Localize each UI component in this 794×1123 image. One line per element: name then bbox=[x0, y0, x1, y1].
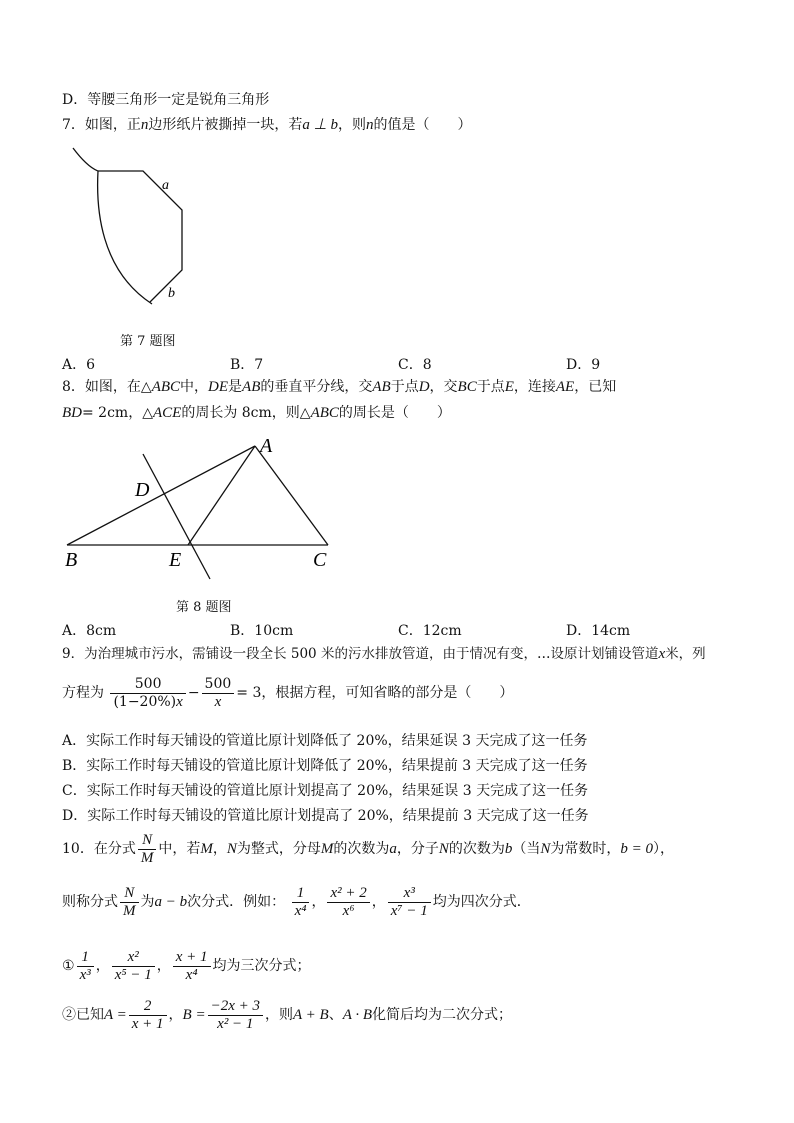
q7-polygon-edges bbox=[98, 171, 182, 302]
q8-option-a: A．8cm bbox=[62, 623, 117, 639]
q7-stem: 7．如图，正n边形纸片被撕掉一块，若a ⊥ b，则n的值是（ ） bbox=[62, 117, 472, 133]
q8-label-a: A bbox=[260, 435, 273, 457]
q7-option-a: A．6 bbox=[62, 357, 96, 373]
q8-label-e: E bbox=[169, 549, 182, 571]
q8-segment-ac bbox=[255, 446, 328, 545]
q8-segment-ae bbox=[188, 446, 255, 545]
q9-option-b: B．实际工作时每天铺设的管道比原计划降低了 20%，结果提前 3 天完成了这一任务 bbox=[62, 758, 588, 774]
q7-caption: 第 7 题图 bbox=[120, 334, 176, 349]
q9-stem-line1: 9．为治理城市污水，需铺设一段全长 500 米的污水排放管道，由于情况有变，…设原计划铺设管道x米，列 bbox=[62, 646, 706, 662]
q8-option-b: B．10cm bbox=[230, 623, 294, 639]
q10-statement-1: ① $\frac{1}{\text{x³}}$ ， $\frac{\text{x²}}{\text{x⁵ − 1}}$ ， $\frac{x + 1}{\text{x⁴}}$ 均为三次分式； bbox=[62, 948, 311, 983]
q9-equation-line: 方程为 $\frac{500}{(1-20\%)x}$ − $\frac{500}{x}$ = 3，根据方程，可知省略的部分是（ ） bbox=[62, 675, 514, 710]
q8-figure bbox=[55, 432, 345, 582]
q10-stem-line2: 则称分式 $\frac{N}{M}$ 为a − b次分式．例如： $\frac{1}{\text{x⁴}}$ ， $\frac{\text{x² + 2}}{\text{x⁶}}$ ， $\frac{\text{x³}}{\text{x⁷ − 1}}$ 均为四次分式． bbox=[62, 884, 531, 919]
q10-s1-fraction-2: $\frac{\text{x²}}{\text{x⁵ − 1}}$ bbox=[112, 949, 155, 984]
q10-fraction-nm-2: $\frac{N}{M}$ bbox=[120, 885, 139, 920]
q8-label-c: C bbox=[313, 549, 327, 571]
q10-example-2: $\frac{\text{x² + 2}}{\text{x⁶}}$ bbox=[327, 885, 369, 920]
q9-option-a: A．实际工作时每天铺设的管道比原计划降低了 20%，结果延误 3 天完成了这一任务 bbox=[62, 733, 588, 749]
q9-option-d: D．实际工作时每天铺设的管道比原计划提高了 20%，结果提前 3 天完成了这一任务 bbox=[62, 808, 589, 824]
q9-option-c: C．实际工作时每天铺设的管道比原计划提高了 20%，结果延误 3 天完成了这一任务 bbox=[62, 783, 589, 799]
q10-example-1: $\frac{1}{\text{x⁴}}$ bbox=[292, 885, 310, 920]
q8-option-d: D．14cm bbox=[566, 623, 631, 639]
q8-segment-ab bbox=[67, 446, 255, 545]
q10-stem-line1: 10．在分式 $\frac{N}{M}$ 中，若M，N为整式，分母M的次数为a，分子N的次数为b（当N为常数时，b = 0）， bbox=[62, 831, 674, 866]
q7-label-a: a bbox=[162, 178, 169, 193]
q8-stem-line1: 8．如图，在△ABC中，DE是AB的垂直平分线，交AB于点D，交BC于点E，连接AE，已知 bbox=[62, 379, 617, 395]
q9-fraction-1: $\frac{500}{(1-20\%)x}$ bbox=[110, 676, 185, 711]
q8-caption: 第 8 题图 bbox=[176, 600, 232, 615]
q8-label-d: D bbox=[135, 479, 150, 501]
q6-option-d: D．等腰三角形一定是锐角三角形 bbox=[62, 92, 270, 108]
q10-s1-fraction-1: $\frac{1}{\text{x³}}$ bbox=[77, 949, 94, 984]
q10-example-3: $\frac{\text{x³}}{\text{x⁷ − 1}}$ bbox=[388, 885, 431, 920]
q7-option-b: B．7 bbox=[230, 357, 264, 373]
q7-label-b: b bbox=[168, 286, 175, 301]
q9-fraction-2: $\frac{500}{x}$ bbox=[202, 676, 235, 711]
q10-fraction-nm: $\frac{N}{M}$ bbox=[138, 832, 157, 867]
q8-stem-line2: BD= 2cm，△ACE的周长为 8cm，则△ABC的周长是（ ） bbox=[62, 405, 451, 421]
q7-option-d: D．9 bbox=[566, 357, 601, 373]
q7-option-c: C．8 bbox=[398, 357, 432, 373]
q10-s2-fraction-b: $\frac{-2x + 3}{\text{x² − 1}}$ bbox=[208, 998, 263, 1033]
q8-label-b: B bbox=[65, 549, 78, 571]
q10-s2-fraction-a: $\frac{2}{x + 1}$ bbox=[129, 998, 167, 1033]
q10-statement-2: ②已知A = $\frac{2}{x + 1}$ ，B = $\frac{-2x + 3}{\text{x² − 1}}$ ，则A + B、A · B化简后均为二次分式； bbox=[62, 997, 512, 1032]
q8-option-c: C．12cm bbox=[398, 623, 462, 639]
q10-s1-fraction-3: $\frac{x + 1}{\text{x⁴}}$ bbox=[173, 949, 211, 984]
q7-figure bbox=[60, 140, 200, 310]
